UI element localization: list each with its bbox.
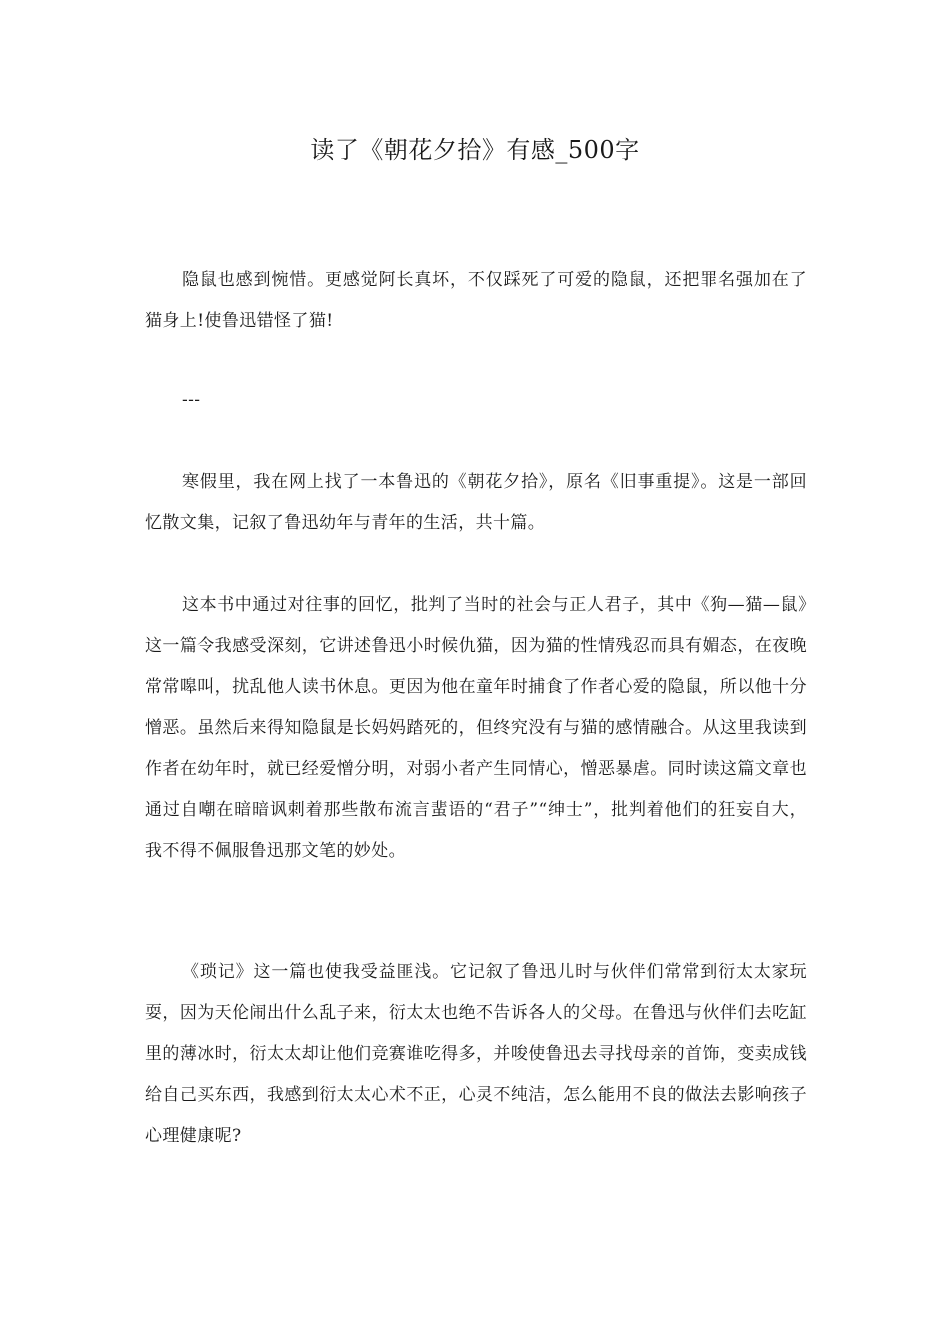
document-title: 读了《朝花夕拾》有感_500字 xyxy=(310,136,640,164)
paragraph-3: 这本书中通过对往事的回忆，批判了当时的社会与正人君子，其中《狗—猫—鼠》这一篇令我感受深刻，它讲述鲁迅小时候仇猫，因为猫的性情残忍而具有媚态，在夜晚常常嗥叫，扰乱他人读书休息。更因为他在童年时捕食了作者心爱的隐鼠，所以他十分憎恶。虽然后来得知隐鼠是长妈妈踏死的，但终究没有与猫的感情融合。从这里我读到作者在幼年时，就已经爱憎分明，对弱小者产生同情心，憎恶暴虐。同时读这篇文章也通过自嘲在暗暗讽刺着那些散布流言蜚语的“君子”“绅士”，批判着他们的狂妄自大，我不得不佩服鲁迅那文笔的妙处。 xyxy=(145,595,807,861)
paragraph-1: 隐鼠也感到惋惜。更感觉阿长真坏，不仅踩死了可爱的隐鼠，还把罪名强加在了猫身上!使鲁迅错怪了猫! xyxy=(145,270,807,331)
paragraph-2: 寒假里，我在网上找了一本鲁迅的《朝花夕拾》，原名《旧事重提》。这是一部回忆散文集，记叙了鲁迅幼年与青年的生活，共十篇。 xyxy=(145,472,807,533)
section-separator: --- xyxy=(182,390,201,410)
paragraph-4: 《琐记》这一篇也使我受益匪浅。它记叙了鲁迅儿时与伙伴们常常到衍太太家玩耍，因为天伦闹出什么乱子来，衍太太也绝不告诉各人的父母。在鲁迅与伙伴们去吃缸里的薄冰时，衍太太却让他们竞赛谁吃得多，并唆使鲁迅去寻找母亲的首饰，变卖成钱给自己买东西，我感到衍太太心术不正，心灵不纯洁，怎么能用不良的做法去影响孩子心理健康呢? xyxy=(145,962,807,1146)
